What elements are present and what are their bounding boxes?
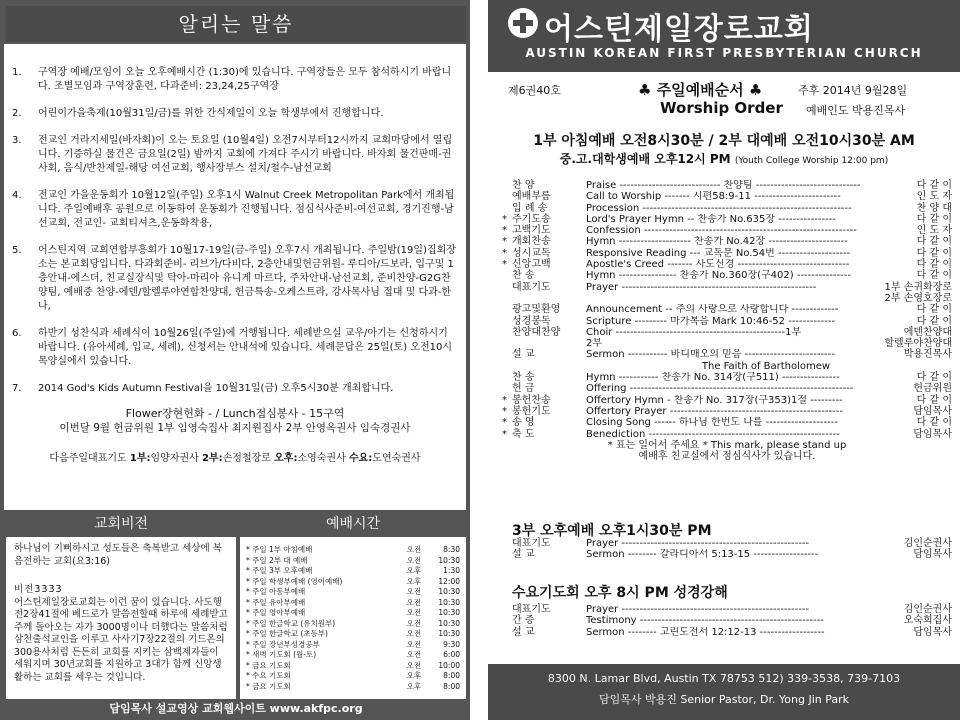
order-item-korean: 찬 송 [512,372,535,384]
order-item-person: 담임목사 [913,428,952,440]
worship-time-name: 주일 유아부예배 [252,597,306,607]
order-row [502,604,952,615]
bullet-icon: * 금요 기도회 [246,681,291,691]
order-item-english: Hymn ---------------- 찬송가 No.360장(구402) --------------- [586,270,851,282]
notice-list [12,66,458,396]
order-item-korean: 봉헌찬송 [512,394,551,406]
afternoon-service-title: 3부 오후예배 오후1시30분 PM [512,523,712,539]
worship-time-value: 8:00 [443,671,460,680]
worship-time-value: 6:00 [443,650,460,659]
vision-verse: 하나님이 기뻐하시고 성도들은 축복받고 세상에 복음전하는 교회(요3:16) [14,543,222,567]
order-item-english: Confession ----------------------------------------------------------- [586,225,857,237]
order-item-korean: 찬 양 [512,180,535,191]
worship-time-name: 주일 장년부성경공부 [252,639,320,649]
order-item-english: Choir -----------------------------------------------1부 [586,326,802,338]
worship-time-row [246,682,460,693]
order-item-english: Procession ---------------------------------------------------------- [586,202,852,214]
stand-mark: * [502,417,507,429]
order-item-person: 다 같 이 [916,394,952,406]
order-item-korean: 설 교 [512,549,535,561]
worship-time-row [246,619,460,630]
order-item-person: 오숙희집사 [903,615,952,627]
stand-mark: * [502,394,507,406]
notice-item [12,244,458,314]
stand-mark: * [502,236,507,248]
youth-service-english: (Youth College Worship 12:00 pm) [734,156,889,166]
worship-time-row [246,661,460,672]
order-item-english: Prayer ---------------------------------------------------- [586,604,810,615]
worship-time-ampm: 오후 [406,671,422,680]
worship-time-row [246,608,460,619]
notice-number: 3. [12,135,22,146]
order-item-person: 다 같 이 [916,213,952,225]
order-item-english: Prayer ------------------------------------------------------ [586,281,817,293]
stand-mark: * [502,259,507,271]
notice-item [12,189,458,231]
order-item-person: 김인순권사 [903,604,952,615]
order-item-english: Hymn ----------- 찬송가 No. 314장(구511) ---------------- [586,372,840,384]
order-row [502,429,952,440]
worship-time-value: 10:00 [438,660,460,670]
next-prayer-name: 도연숙권사 [372,453,421,464]
order-item-korean: 주기도송 [512,213,551,225]
notice-item [12,382,458,396]
worship-time-row [246,545,460,556]
bullet-icon: * 주일 아동부예배 [246,587,306,596]
order-item-korean: 찬 송 [512,270,535,282]
worship-time-value: 8:30 [443,545,460,554]
next-prayer-name: 임양자권사 [150,453,199,464]
worship-time-name: 주일 한글학교 (유치원부) [252,618,336,628]
order-row [502,259,952,270]
order-item-person: 다 같 이 [916,259,952,271]
bullet-icon: * 주일 영아부예배 [246,608,306,617]
notice-text: 구역장 예배/모임이 오늘 오후예배시간 (1:30)에 있습니다. 구역장들은 모두 참석하시기 바랍니다. 조별모임과 구역장훈련, 다과준비: 23,24,25구역장 [38,67,452,92]
cross-logo-icon [508,8,538,38]
order-item-korean: 설 교 [512,626,535,638]
order-item-english: Testimony --------------------------------------------------- [586,615,824,627]
bullet-icon: * 수요 기도회 [246,671,291,680]
vision-box [6,537,236,699]
order-row [502,203,952,214]
order-row [502,549,952,560]
order-item-english: Responsive Reading --- 교독문 No.54번 -------------------- [586,247,851,259]
order-row [502,316,952,327]
next-prayer-name: 손정철장로 [222,453,271,464]
church-name-korean: 어스틴제일장로교회 [544,12,814,47]
worship-time-value: 10:30 [438,618,460,628]
order-item-person: 인 도 자 [916,191,952,203]
order-item-korean: 입 례 송 [512,202,548,214]
order-row [502,214,952,225]
worship-time-ampm: 오전 [406,629,422,638]
worship-time-name: 새벽 기도회 (월-토) [252,650,317,659]
order-row [502,180,952,191]
worship-time-ampm: 오전 [406,650,422,659]
order-item-person: 1부 손귀화장로 [884,281,952,293]
worship-time-name: 수요 기도회 [252,671,291,680]
order-item-person: 담임목사 [913,549,952,561]
order-row [502,293,952,304]
church-address: 8300 N. Lamar Blvd, Austin TX 78753 512) 339-3538, 739-7103 [547,672,901,685]
order-row [502,304,952,315]
order-item-korean: 간 증 [512,615,535,627]
next-prayer-line [12,449,458,464]
worship-time-name: 주일 아동부예배 [252,587,306,596]
order-item-english: Offertory Hymn - 찬송가 No. 317장(구353)1절 --------- [586,394,843,406]
order-item-korean: 성경봉독 [512,315,551,327]
main-service-times: 1부 아침예배 오전8시30분 / 2부 대예배 오전10시30분 AM [533,133,915,149]
order-row [502,406,952,417]
order-row [502,372,952,383]
order-item-english: Sermon ----------- 바디매오의 믿음 ------------------------- [586,349,835,361]
order-item-english: Lord's Prayer Hymn -- 찬송가 No.635장 ---------------- [586,213,836,225]
next-prayer-key: 1부: [129,453,151,464]
worship-time-ampm: 오후 [406,566,422,575]
order-item-korean: 고백기도 [512,225,551,237]
worship-order-title-korean: ♣ 주일예배순서 ♣ [638,81,763,99]
worship-time-row [246,577,460,588]
order-item-english: Offertory Prayer ------------------------------------------------ [586,405,843,417]
next-prayer-key: 2부: [202,453,223,464]
worship-time-name: 주일 2부 대 예배 [252,555,308,565]
bullet-icon: * 주일 장년부성경공부 [246,639,320,649]
worship-time-row [246,650,460,661]
order-item-person: 김인순권사 [903,538,952,549]
next-prayer-key: 수요: [348,453,373,464]
order-item-korean: 광고및환영 [512,304,561,316]
notice-box [4,44,466,510]
bullet-icon: * 주일 1부 아침예배 [246,545,313,554]
order-item-person: 찬 양 대 [916,202,952,214]
order-row [502,270,952,281]
order-item-english: 2부 [586,338,603,350]
worship-time-value: 10:30 [438,597,460,607]
worship-time-value: 1:30 [443,566,460,575]
order-item-person: 다 같 이 [916,315,952,327]
order-item-person: 담임목사 [913,626,952,638]
notice-text: 어스틴지역 교회연합부흥회가 10월17-19일(금-주일) 오후7시 개최됩니다. 주일밤(19일)집회장소는 본교회당입니다. 다과회준비- 리브가/다비다, 2층안내및헌금위원- 루디아/드보라, 입구및 1층안내-에스더, 친교실장식및 탁아-마리아 유니게 마르다, 주차안내-남선교회, 준비찬양-G2G찬양팀, 예배중 찬양-에덴/할렐루야연합찬양대, 헌금특송-오케스트라, 강사목사님 접대 및 다과-한나, [38,245,456,312]
order-item-person: 다 같 이 [916,304,952,316]
notice-text: 어린이가을축제(10월31일/금)를 위한 간식제일이 오늘 학생부에서 진행합니다. [38,108,384,119]
bullet-icon: * 주일 유아부예배 [246,597,306,607]
church-footer [488,664,960,720]
bullet-icon: * 주일 2부 대 예배 [246,555,308,565]
order-item-korean: 송 영 [512,417,535,429]
order-row [502,338,952,349]
order-item-english: Prayer ---------------------------------------------------- [586,538,810,549]
wednesday-service-title: 수요기도회 오후 8시 PM 성경강해 [512,585,728,601]
worship-time-name: 주일 3부 오후예배 [252,566,313,575]
notice-item [12,66,458,94]
order-item-person: 다 같 이 [916,180,952,191]
order-item-korean: 대표기도 [512,538,551,549]
worship-times-table [246,545,460,692]
church-name-english: AUSTIN KOREAN FIRST PRESBYTERIAN CHURCH [525,46,923,60]
order-item-korean: 봉헌기도 [512,405,551,417]
worship-time-ampm: 오전 [406,555,422,565]
order-item-person: 에덴찬양대 [903,326,952,338]
worship-time-value: 8:00 [443,681,460,691]
order-row [502,248,952,259]
bullet-icon: * 주일 3부 오후예배 [246,566,313,575]
worship-time-row [246,629,460,640]
notice-number: 7. [12,383,22,394]
order-row [502,236,952,247]
notice-text: 하반기 성찬식과 세례식이 10월26일(주일)에 거행됩니다. 세례받으실 교우/아기는 신청하시기 바랍니다. (유아세례, 입교, 세례), 신청서는 안내석에 있습니다. 세례문답은 25일(토) 오전10시 목양실에서 있습니다. [38,328,452,367]
stand-mark: * [502,213,507,225]
worship-time-value: 10:30 [438,608,460,617]
worship-time-name: 주일 한글학교 (초등부) [252,629,328,638]
bullet-icon: * 새벽 기도회 (월-토) [246,650,317,659]
order-item-english: Praise ---------------------------- 찬양팀 ----------------------------- [586,180,861,191]
vision-body: 어스틴제일장로교회는 이런 꿈이 있습니다. 사도행전2장41절에 베드로가 말씀전할때 하루에 세례받고 주께 돌아오는 자가 3000명이나 더했다는 말씀처럼 삼천출석교인을 이루고 사사기7장22절의 기드온의 300용사처럼 든든히 교회를 지키는 삼백제자들이 세워지며 30년교회를 지원하고 3대가 함께 신앙생활하는 교회를 세우는 것입니다. [14,596,228,683]
announcements-title: 알리는 말씀 [6,6,466,42]
notice-number: 1. [12,67,22,78]
order-item-english: Apostle's Creed ------- 사도신경 ------------------------------- [586,259,850,271]
stand-mark: * [502,247,507,259]
worship-order-list [502,180,952,462]
order-item-korean: 대표기도 [512,281,551,293]
bullet-icon: * 금요 기도회 [246,660,291,670]
order-item-person: 헌금위원 [913,383,952,395]
order-row [502,349,952,360]
worship-time-ampm: 오전 [406,608,422,617]
church-header [488,0,960,72]
worship-time-row [246,556,460,567]
stand-note: 예배후 친교실에서 점심식사가 있습니다. [638,451,816,463]
notice-text: 전교인 가을운동회가 10월12일(주일) 오후1시 Walnut Creek Metropolitan Park에서 개최됩니다. 주일예배후 공원으로 이동하여 운동회가 진행됩니다. 점심식사준비-여선교회, 경기진행-남선교회, 전교인- 교회티셔츠,운동화착용, [38,190,455,229]
next-prayer-name: 소영숙권사 [297,453,346,464]
service-date: 주후 2014년 9월28일 [798,84,908,97]
notice-number: 2. [12,108,22,119]
worship-time-name: 주일 1부 아침예배 [252,545,313,554]
worship-time-row [246,671,460,682]
worship-time-ampm: 오후 [406,576,422,586]
order-item-english: Announcement -- 주의 사랑으로 사랑합니다 ------------- [586,304,839,316]
worship-time-name: 금요 기도회 [252,660,291,670]
notice-item [12,107,458,121]
notice-number: 4. [12,190,22,201]
order-row [502,191,952,202]
worship-time-name: 주일 학생부예배 (영어예배) [252,576,343,586]
order-row [502,417,952,428]
worship-time-ampm: 오후 [406,681,422,691]
worship-time-value: 12:00 [438,576,460,586]
flower-lunch-line: Flower장현헌화 - / Lunch점심봉사 - 15구역 [125,407,345,420]
worship-times-box [240,537,466,699]
order-item-english: Call to Worship ------- 시편58:9-11 ------------------------ [586,191,841,203]
order-item-person: 담임목사 [913,405,952,417]
worship-time-value: 9:30 [443,639,460,649]
order-item-english: Sermon -------- 갈라디아서 5:13-15 ------------------ [586,549,819,561]
order-item-english: Closing Song ------ 하나님 한번도 나를 -------------------- [586,417,838,429]
youth-service-korean: 중.고.대학생예배 오후12시 PM [559,152,731,166]
order-item-korean: 성시교독 [512,247,551,259]
order-item-person: 2부 손영호장로 [884,292,952,304]
notice-item [12,327,458,369]
vision-title: 교회비전 [6,512,236,536]
worship-time-name: 주일 영아부예배 [252,608,306,617]
worship-time-name: 금요 기도회 [252,681,291,691]
order-item-person: 할렐루야찬양대 [884,338,952,350]
notice-number: 5. [12,245,22,256]
order-row [502,383,952,394]
order-row [502,395,952,406]
notice-item [12,134,458,176]
order-item-korean: 대표기도 [512,604,551,615]
bullet-icon: * 주일 한글학교 (유치원부) [246,618,336,628]
worship-time-ampm: 오전 [406,639,422,649]
worship-time-ampm: 오전 [406,597,422,607]
order-row [502,282,952,293]
notice-text: 2014 God's Kids Autumn Festival을 10월31일(금) 오후5시30분 개최합니다. [38,383,394,394]
worship-order-panel [488,0,960,720]
order-row [502,627,952,638]
order-item-korean: 신앙고백 [512,259,551,271]
worship-times-title: 예배시간 [240,512,466,536]
order-item-person: 다 같 이 [916,247,952,259]
worship-time-row [246,587,460,598]
order-item-korean: 개회찬송 [512,236,551,248]
order-item-person: 다 같 이 [916,372,952,384]
order-item-english: Scripture --------- 마가복음 Mark 10:46-52 ------------- [586,315,836,327]
worship-order-title-english: Worship Order [660,99,783,117]
order-item-english: Offering -------------------------------------------------------------- [586,383,854,395]
next-prayer-key: 오후: [274,453,298,464]
volume-number: 제6권40호 [508,84,561,97]
worship-time-row [246,566,460,577]
order-item-korean: 헌 금 [512,383,535,395]
worship-time-ampm: 오전 [406,587,422,596]
order-row [502,538,952,549]
order-item-person: 다 같 이 [916,270,952,282]
notice-number: 6. [12,328,22,339]
worship-leader: 예배인도 박용진목사 [806,104,906,117]
worship-time-value: 10:30 [438,587,460,596]
order-row [502,327,952,338]
stand-mark: * [502,405,507,417]
order-item-korean: 찬양대찬양 [512,326,561,338]
worship-time-ampm: 오전 [406,660,422,670]
worship-time-ampm: 오전 [406,618,422,628]
announcements-panel [0,0,470,720]
vision-number: 비전3333 [14,584,63,595]
order-item-korean: 예배부름 [512,191,551,203]
bullet-icon: * 주일 한글학교 (초등부) [246,629,328,638]
stand-note: * 표는 일어서 주세요 * This mark, please stand up [607,439,847,451]
notice-text: 전교인 거라지세일(바자회)이 오는 토요일 (10월4일) 오전7시부터12시까지 교회마당에서 열립니다. 기증하실 물건은 금요일(2일) 밤까지 교회에 가져다 주시기 바랍니다. 바자회 물건판매-권사회, 음식/반찬제일-해당 여선교회, 행사장부스 설치/철수-남선교회 [38,135,453,174]
worship-time-row [246,598,460,609]
order-row [502,361,952,372]
stand-mark: * [502,225,507,237]
bullet-icon: * 주일 학생부예배 (영어예배) [246,576,343,586]
worship-time-value: 10:30 [438,629,460,638]
next-prayer-label: 다음주일대표기도 [49,453,127,464]
website-footer[interactable]: 담임목사 설교영상 교회웹사이트 www.akfpc.org [109,702,363,715]
stand-mark: * [502,428,507,440]
order-item-english: Hymn -------------------- 찬송가 No.42장 ---------------------- [586,236,848,248]
order-item-person: 다 같 이 [916,236,952,248]
wednesday-service-list [502,604,952,638]
offering-line: 이번달 9월 헌금위원 1부 임영숙집사 최지원집사 2부 안영옥권사 임숙경권사 [59,422,411,434]
order-item-person: 인 도 자 [916,225,952,237]
senior-pastor: 담임목사 박용진 Senior Pastor, Dr. Yong Jin Park [598,693,850,706]
order-item-korean: 설 교 [512,349,535,361]
order-item-korean: 축 도 [512,428,535,440]
order-row [502,615,952,626]
worship-time-row [246,640,460,651]
worship-time-ampm: 오전 [406,545,422,554]
youth-service-time [488,150,960,167]
order-item-person: 다 같 이 [916,417,952,429]
order-item-english: Benediction ----------------------------------------------------- [586,428,840,440]
order-item-person: 박용진목사 [903,349,952,361]
order-row [502,225,952,236]
afternoon-service-list [502,538,952,561]
order-item-english: The Faith of Bartholomew [701,360,831,372]
order-item-english: Sermon -------- 고린도전서 12:12-13 ------------------ [586,626,825,638]
worship-time-value: 10:30 [438,555,460,565]
